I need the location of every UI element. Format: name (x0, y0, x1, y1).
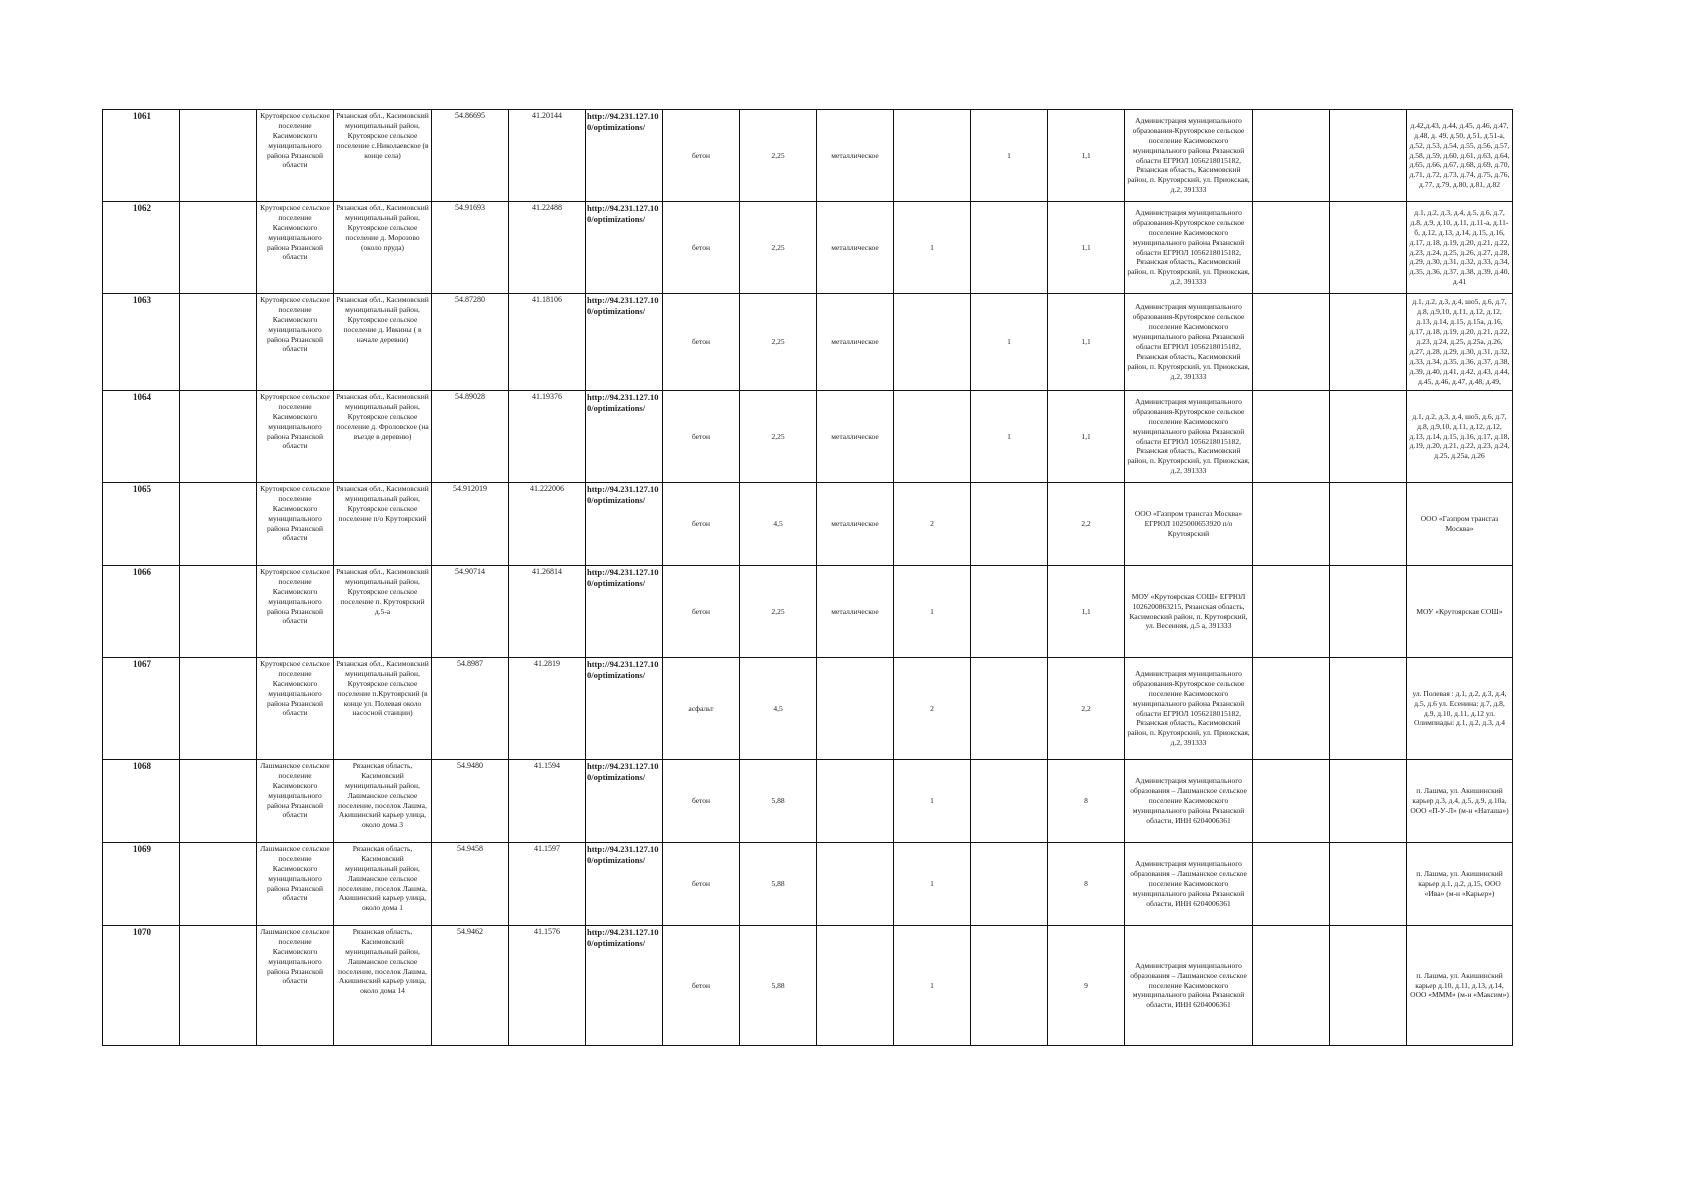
count-cell-a (894, 294, 971, 391)
owner-cell: МОУ «Крутоярская СОШ» ЕГРЮЛ 1026200863215, Рязанская область, Касимовский район, п. Крутоярский, ул. Весенняя, д.5 а, 391333 (1125, 566, 1253, 658)
settlement-cell: Крутоярское сельское поселение Касимовского муниципального района Рязанской области (257, 294, 334, 391)
count-cell-b (971, 658, 1048, 760)
surface-cell: бетон (663, 843, 740, 926)
table-row (103, 110, 1513, 202)
fence-cell: металлическое (817, 110, 894, 202)
location-cell: Рязанская обл., Касимовский муниципальный район, Крутоярское сельское поселение д. Фроловское (на въезде в деревню) (334, 391, 432, 483)
empty-cell (180, 760, 257, 843)
table-row (103, 760, 1513, 843)
settlement-cell: Крутоярское сельское поселение Касимовского муниципального района Рязанской области (257, 110, 334, 202)
table-row (103, 202, 1513, 294)
empty-cell (1330, 110, 1407, 202)
longitude-cell: 41.2819 (509, 658, 586, 760)
empty-cell (1253, 294, 1330, 391)
map-link[interactable]: http://94.231.127.100/optimizations/ (586, 760, 663, 843)
latitude-cell: 54.90714 (432, 566, 509, 658)
volume-cell: 8 (1048, 760, 1125, 843)
fence-cell (817, 926, 894, 1046)
latitude-cell: 54.9462 (432, 926, 509, 1046)
map-link[interactable]: http://94.231.127.100/optimizations/ (586, 566, 663, 658)
registry-table (102, 109, 1513, 1046)
empty-cell (1330, 202, 1407, 294)
empty-cell (180, 926, 257, 1046)
map-link[interactable]: http://94.231.127.100/optimizations/ (586, 202, 663, 294)
row-number: 1070 (103, 926, 180, 1046)
area-cell: 5,88 (740, 760, 817, 843)
owner-cell: Администрация муниципального образования-Крутоярское сельское поселение Касимовского муниципального района Рязанской области ЕГРЮЛ 1056218015182, Рязанская область, Касимовский район, п. Крутоярский, ул. Приокская, д.2, 391333 (1125, 658, 1253, 760)
longitude-cell: 41.20144 (509, 110, 586, 202)
empty-cell (1330, 843, 1407, 926)
waste-sources-cell: ул. Полевая : д.1, д.2, д.3, д.4, д.5, д.6 ул. Есенина: д.7, д.8, д.9, д.10, д.11, д.12 ул. Олимпиады: д.1, д.2, д.3, д.4 (1407, 658, 1513, 760)
location-cell: Рязанская обл., Касимовский муниципальный район, Крутоярское сельское поселение д. Ивкины ( в начале деревни) (334, 294, 432, 391)
count-cell-a: 1 (894, 202, 971, 294)
map-link[interactable]: http://94.231.127.100/optimizations/ (586, 926, 663, 1046)
location-cell: Рязанская обл., Касимовский муниципальный район, Крутоярское сельское поселение п. Крутоярский д.5-а (334, 566, 432, 658)
count-cell-b (971, 760, 1048, 843)
surface-cell: бетон (663, 202, 740, 294)
longitude-cell: 41.18106 (509, 294, 586, 391)
volume-cell: 2,2 (1048, 658, 1125, 760)
empty-cell (1330, 294, 1407, 391)
count-cell-b: 1 (971, 110, 1048, 202)
settlement-cell: Крутоярское сельское поселение Касимовского муниципального района Рязанской области (257, 202, 334, 294)
table-row (103, 391, 1513, 483)
latitude-cell: 54.91693 (432, 202, 509, 294)
latitude-cell: 54.86695 (432, 110, 509, 202)
map-link[interactable]: http://94.231.127.100/optimizations/ (586, 391, 663, 483)
empty-cell (180, 110, 257, 202)
row-number: 1069 (103, 843, 180, 926)
longitude-cell: 41.222006 (509, 483, 586, 566)
empty-cell (1330, 483, 1407, 566)
map-link[interactable]: http://94.231.127.100/optimizations/ (586, 294, 663, 391)
fence-cell: металлическое (817, 391, 894, 483)
empty-cell (180, 658, 257, 760)
latitude-cell: 54.8987 (432, 658, 509, 760)
empty-cell (180, 843, 257, 926)
count-cell-b: 1 (971, 294, 1048, 391)
empty-cell (1330, 566, 1407, 658)
empty-cell (180, 391, 257, 483)
longitude-cell: 41.22488 (509, 202, 586, 294)
volume-cell: 1,1 (1048, 110, 1125, 202)
latitude-cell: 54.89028 (432, 391, 509, 483)
surface-cell: бетон (663, 110, 740, 202)
surface-cell: бетон (663, 294, 740, 391)
fence-cell: металлическое (817, 202, 894, 294)
longitude-cell: 41.1576 (509, 926, 586, 1046)
empty-cell (1253, 926, 1330, 1046)
area-cell: 2,25 (740, 110, 817, 202)
count-cell-a (894, 110, 971, 202)
owner-cell: Администрация муниципального образования – Лашманское сельское поселение Касимовского муниципального района Рязанской области, ИНН 6204006361 (1125, 760, 1253, 843)
owner-cell: Администрация муниципального образования-Крутоярское сельское поселение Касимовского муниципального района Рязанской области ЕГРЮЛ 1056218015182, Рязанская область, Касимовский район, п. Крутоярский, ул. Приокская, д.2, 391333 (1125, 294, 1253, 391)
latitude-cell: 54.87280 (432, 294, 509, 391)
settlement-cell: Крутоярское сельское поселение Касимовского муниципального района Рязанской области (257, 566, 334, 658)
location-cell: Рязанская область, Касимовский муниципальный район, Лашманское сельское поселение, поселок Лашма, Акишинский карьер улица, около дома 1 (334, 843, 432, 926)
settlement-cell: Лашманское сельское поселение Касимовского муниципального района Рязанской области (257, 843, 334, 926)
fence-cell (817, 760, 894, 843)
count-cell-a (894, 391, 971, 483)
waste-sources-cell: п. Лашма, ул. Акишинский карьер д.3, д.4, д.5, д.9, д.10а, ООО «П-У-Л» (м-н «Наташа») (1407, 760, 1513, 843)
waste-sources-cell: д.1, д.2, д.3, д.4, шо5, д.6, д.7, д.8, д.9,10, д.11, д.12, д.12, д.13, д.14, д.15, д.16, д.17, д.18, д.19, д.20, д.21, д.22, д.23, д.24, д.25, д.25а, д.26 (1407, 391, 1513, 483)
area-cell: 5,88 (740, 843, 817, 926)
count-cell-b (971, 483, 1048, 566)
empty-cell (1253, 483, 1330, 566)
row-number: 1066 (103, 566, 180, 658)
area-cell: 2,25 (740, 566, 817, 658)
surface-cell: бетон (663, 391, 740, 483)
count-cell-a: 2 (894, 483, 971, 566)
waste-sources-cell: д.1, д.2, д.3, д.4, шо5, д.6, д.7, д.8, д.9,10, д.11, д.12, д.12, д.13, д.14, д.15, д.15а, д.16, д.17, д.18, д.19, д.20, д.21, д.22, д.23, д.24, д.25, д.25а, д.26, д.27, д.28, д.29, д.30, д.31, д.32, д.33, д.34, д.35, д.36, д.37, д.38, д.39, д.40, д.41, д.42, д.43, д.44, д.45, д.46, д.47, д.48, д.49, (1407, 294, 1513, 391)
fence-cell: металлическое (817, 566, 894, 658)
empty-cell (1253, 566, 1330, 658)
area-cell: 2,25 (740, 391, 817, 483)
owner-cell: Администрация муниципального образования-Крутоярское сельское поселение Касимовского муниципального района Рязанской области ЕГРЮЛ 1056218015182, Рязанская область, Касимовский район, п. Крутоярский, ул. Приокская, д.2, 391333 (1125, 110, 1253, 202)
owner-cell: Администрация муниципального образования – Лашманское сельское поселение Касимовского муниципального района Рязанской области, ИНН 6204006361 (1125, 926, 1253, 1046)
longitude-cell: 41.1594 (509, 760, 586, 843)
empty-cell (1253, 843, 1330, 926)
count-cell-b (971, 202, 1048, 294)
settlement-cell: Лашманское сельское поселение Касимовского муниципального района Рязанской области (257, 926, 334, 1046)
latitude-cell: 54.9458 (432, 843, 509, 926)
count-cell-a: 2 (894, 658, 971, 760)
owner-cell: Администрация муниципального образования – Лашманское сельское поселение Касимовского муниципального района Рязанской области, ИНН 6204006361 (1125, 843, 1253, 926)
area-cell: 4,5 (740, 658, 817, 760)
location-cell: Рязанская обл., Касимовский муниципальный район, Крутоярское сельское поселение с.Николаевское (в конце села) (334, 110, 432, 202)
table-row (103, 483, 1513, 566)
count-cell-b (971, 926, 1048, 1046)
fence-cell (817, 843, 894, 926)
fence-cell: металлическое (817, 483, 894, 566)
empty-cell (1330, 658, 1407, 760)
empty-cell (1330, 391, 1407, 483)
empty-cell (1253, 760, 1330, 843)
surface-cell: бетон (663, 760, 740, 843)
location-cell: Рязанская область, Касимовский муниципальный район, Лашманское сельское поселение, поселок Лашма, Акишинский карьер улица, около дома 3 (334, 760, 432, 843)
waste-sources-cell: п. Лашма, ул. Акишинский карьер д.10, д.11, д.13, д.14, ООО «МММ» (м-н «Максим») (1407, 926, 1513, 1046)
longitude-cell: 41.26814 (509, 566, 586, 658)
empty-cell (1253, 202, 1330, 294)
count-cell-a: 1 (894, 926, 971, 1046)
empty-cell (180, 483, 257, 566)
empty-cell (1330, 926, 1407, 1046)
settlement-cell: Лашманское сельское поселение Касимовского муниципального района Рязанской области (257, 760, 334, 843)
volume-cell: 8 (1048, 843, 1125, 926)
empty-cell (180, 202, 257, 294)
volume-cell: 9 (1048, 926, 1125, 1046)
row-number: 1063 (103, 294, 180, 391)
table-row (103, 926, 1513, 1046)
row-number: 1067 (103, 658, 180, 760)
location-cell: Рязанская область, Касимовский муниципальный район, Лашманское сельское поселение, поселок Лашма, Акишинский карьер улица, около дома 14 (334, 926, 432, 1046)
owner-cell: ООО «Газпром трансгаз Москва» ЕГРЮЛ 1025000653920 п/о Крутоярский (1125, 483, 1253, 566)
area-cell: 5,88 (740, 926, 817, 1046)
volume-cell: 2,2 (1048, 483, 1125, 566)
row-number: 1064 (103, 391, 180, 483)
map-link[interactable]: http://94.231.127.100/optimizations/ (586, 658, 663, 760)
volume-cell: 1,1 (1048, 202, 1125, 294)
surface-cell: бетон (663, 483, 740, 566)
volume-cell: 1,1 (1048, 391, 1125, 483)
row-number: 1062 (103, 202, 180, 294)
count-cell-a: 1 (894, 760, 971, 843)
waste-sources-cell: д.42,д.43, д.44, д.45, д.46, д.47, д.48, д. 49, д.50, д.51, д.51-а, д.52, д.53, д.54, д.55, д.56, д.57, д.58, д.59, д.60, д.61, д.63, д.64, д.65, д.66, д.67, д.68, д.69, д.70, д.71, д.72, д.73, д.74, д.75, д.76, д.77, д.79, д.80, д.81, д.82 (1407, 110, 1513, 202)
table-row (103, 843, 1513, 926)
empty-cell (180, 294, 257, 391)
map-link[interactable]: http://94.231.127.100/optimizations/ (586, 110, 663, 202)
settlement-cell: Крутоярское сельское поселение Касимовского муниципального района Рязанской области (257, 658, 334, 760)
table-row (103, 658, 1513, 760)
settlement-cell: Крутоярское сельское поселение Касимовского муниципального района Рязанской области (257, 483, 334, 566)
volume-cell: 1,1 (1048, 566, 1125, 658)
surface-cell: асфальт (663, 658, 740, 760)
area-cell: 4,5 (740, 483, 817, 566)
owner-cell: Администрация муниципального образования-Крутоярское сельское поселение Касимовского муниципального района Рязанской области ЕГРЮЛ 1056218015182, Рязанская область, Касимовский район, п. Крутоярский, ул. Приокская, д.2, 391333 (1125, 202, 1253, 294)
surface-cell: бетон (663, 566, 740, 658)
settlement-cell: Крутоярское сельское поселение Касимовского муниципального района Рязанской области (257, 391, 334, 483)
latitude-cell: 54.9480 (432, 760, 509, 843)
row-number: 1061 (103, 110, 180, 202)
latitude-cell: 54.912019 (432, 483, 509, 566)
empty-cell (1253, 110, 1330, 202)
location-cell: Рязанская обл., Касимовский муниципальный район, Крутоярское сельское поселение п.Крутоярский (в конце ул. Полевая около насосной станции) (334, 658, 432, 760)
map-link[interactable]: http://94.231.127.100/optimizations/ (586, 483, 663, 566)
empty-cell (1253, 658, 1330, 760)
count-cell-a: 1 (894, 843, 971, 926)
empty-cell (1253, 391, 1330, 483)
count-cell-a: 1 (894, 566, 971, 658)
empty-cell (180, 566, 257, 658)
empty-cell (1330, 760, 1407, 843)
count-cell-b: 1 (971, 391, 1048, 483)
longitude-cell: 41.1597 (509, 843, 586, 926)
longitude-cell: 41.19376 (509, 391, 586, 483)
owner-cell: Администрация муниципального образования-Крутоярское сельское поселение Касимовского муниципального района Рязанской области ЕГРЮЛ 1056218015182, Рязанская область, Касимовский район, п. Крутоярский, ул. Приокская, д.2, 391333 (1125, 391, 1253, 483)
fence-cell: металлическое (817, 294, 894, 391)
count-cell-b (971, 843, 1048, 926)
row-number: 1065 (103, 483, 180, 566)
map-link[interactable]: http://94.231.127.100/optimizations/ (586, 843, 663, 926)
table-row (103, 566, 1513, 658)
location-cell: Рязанская обл., Касимовский муниципальный район, Крутоярское сельское поселение д. Морозово (около пруда) (334, 202, 432, 294)
table-row (103, 294, 1513, 391)
location-cell: Рязанская обл., Касимовский муниципальный район, Крутоярское сельское поселение п/о Крутоярский (334, 483, 432, 566)
waste-sources-cell: ООО «Газпром трансгаз Москва» (1407, 483, 1513, 566)
waste-sources-cell: п. Лашма, ул. Акишинский карьер д.1, д.2, д.15, ООО «Ива» (м-н «Карьер») (1407, 843, 1513, 926)
waste-sources-cell: МОУ «Крутоярская СОШ» (1407, 566, 1513, 658)
surface-cell: бетон (663, 926, 740, 1046)
row-number: 1068 (103, 760, 180, 843)
area-cell: 2,25 (740, 202, 817, 294)
area-cell: 2,25 (740, 294, 817, 391)
fence-cell (817, 658, 894, 760)
volume-cell: 1,1 (1048, 294, 1125, 391)
count-cell-b (971, 566, 1048, 658)
waste-sources-cell: д.1, д.2, д.3, д.4, д.5, д.6, д.7, д.8, д.9, д.10, д.11, д.11-а, д.11-б, д.12, д.13, д.14, д.15, д.16, д.17, д.18, д.19, д.20, д.21, д.22, д.23, д.24, д.25, д.26, д.27, д.28, д.29, д.30, д.31, д.32, д.33, д.34, д.35, д.36, д.37, д.38, д.39, д.40, д.41 (1407, 202, 1513, 294)
